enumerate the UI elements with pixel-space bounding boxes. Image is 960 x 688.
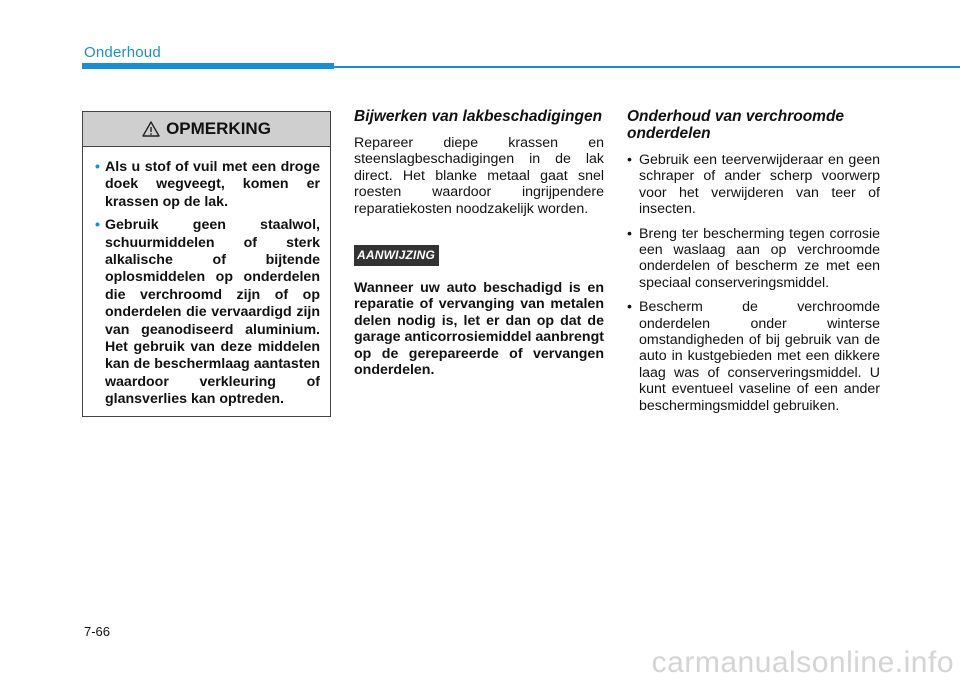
paint-heading: Bijwerken van lakbeschadigingen bbox=[354, 108, 603, 125]
note-list bbox=[83, 147, 330, 409]
section-title: Onderhoud bbox=[84, 44, 161, 61]
page-number: 7-66 bbox=[84, 624, 111, 639]
list-item: • Gebruik een teerverwijderaar en geen schraper of ander scherp voorwerp voor het verwijderen van teer of insecten. bbox=[627, 152, 880, 218]
note-title: OPMERKING bbox=[166, 119, 271, 138]
watermark: carmanualsonline.info bbox=[651, 646, 954, 679]
note-item: • Als u stof of vuil met een droge doek wegveegt, komen er krassen op de lak. bbox=[95, 159, 320, 211]
list-item: • Breng ter bescherming tegen corrosie een waslaag aan op verchroomde onderdelen of bescherm ze met een speciaal conserveringsmiddel. bbox=[627, 226, 880, 292]
chrome-heading: Onderhoud van verchroomde onderdelen bbox=[627, 108, 845, 142]
paint-section bbox=[354, 108, 604, 393]
note-box bbox=[82, 111, 331, 417]
warning-triangle-icon bbox=[142, 121, 160, 137]
note-item: • Gebruik geen staalwol, schuurmiddelen of sterk alkalische of bijtende oplosmiddelen op onderdelen die verchroomd zijn of op onderdelen die vervaardigd zijn van geanodiseerd aluminium. Het gebruik van deze middelen kan de beschermlaag aantasten waardoor verkleuring of glansverlies kan optreden. bbox=[95, 217, 320, 408]
notice-text: Wanneer uw auto beschadigd is en reparatie of vervanging van metalen delen nodig is, let er dan op dat de garage anticorrosiemiddel aanbrengt op de gerepareerde of vervangen onderdelen. bbox=[354, 280, 604, 379]
paint-body: Repareer diepe krassen en steenslagbeschadigingen in de lak direct. Het blanke metaal gaat snel roesten waardoor ingrijpendere reparatiekosten noodzakelijk worden. bbox=[354, 135, 604, 217]
note-header bbox=[83, 112, 330, 147]
header-rule bbox=[334, 66, 960, 68]
header-bar bbox=[82, 63, 334, 69]
list-item: • Bescherm de verchroomde onderdelen onder winterse omstandigheden of bij gebruik van de auto in kustgebieden met een dikkere laag was of conserveringsmiddel. U kunt eventueel vaseline of een ander beschermingsmiddel gebruiken. bbox=[627, 299, 880, 414]
chrome-list bbox=[627, 152, 880, 414]
notice-badge: AANWIJZING bbox=[354, 245, 439, 266]
chrome-section bbox=[627, 108, 880, 422]
